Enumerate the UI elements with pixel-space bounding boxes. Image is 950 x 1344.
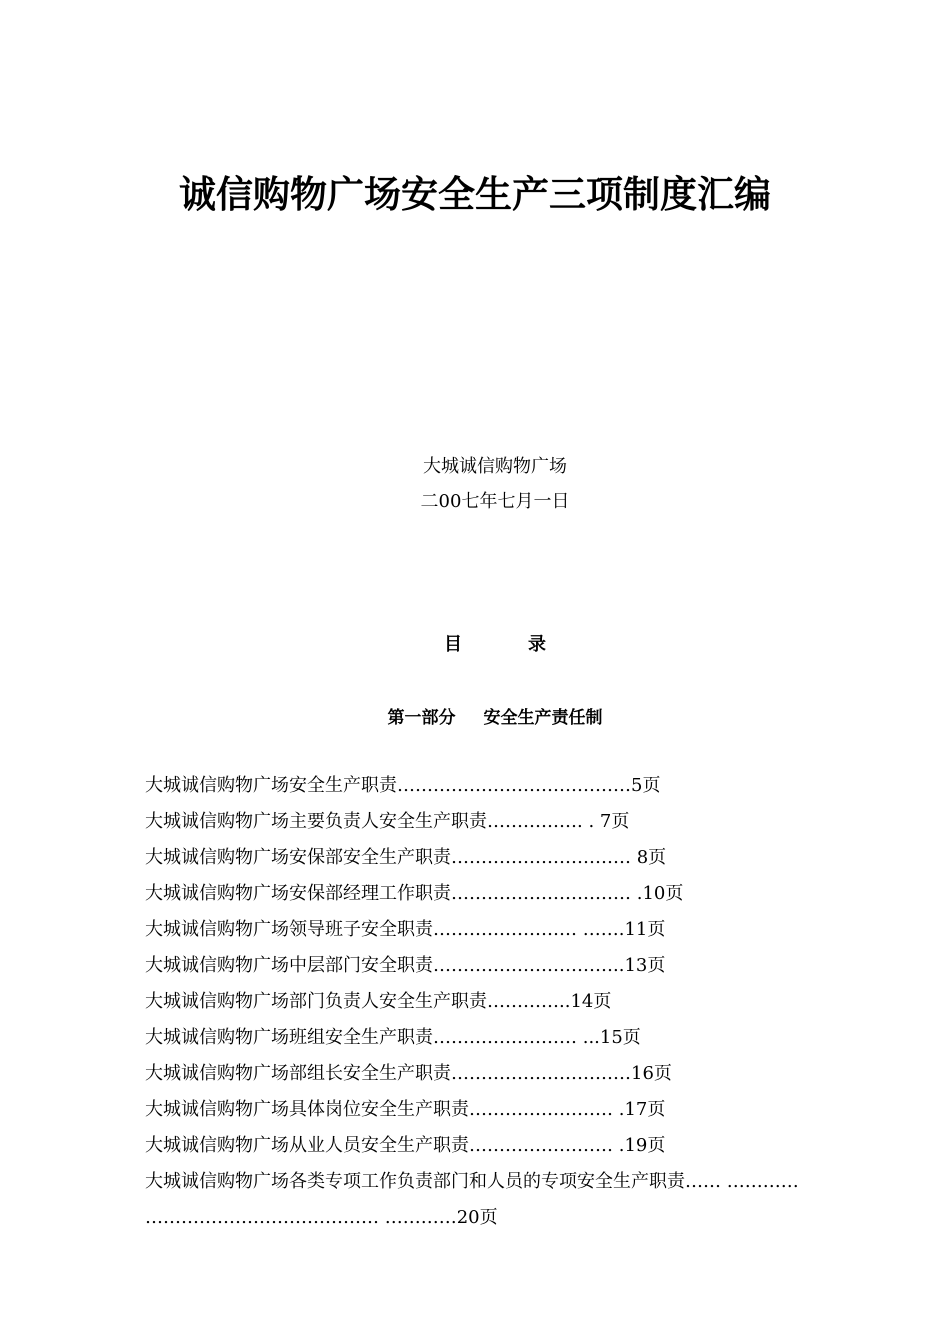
- document-date: 二00七年七月一日: [420, 491, 570, 512]
- document-title: 诚信购物广场安全生产三项制度汇编: [179, 172, 771, 216]
- toc-entry[interactable]: 大城诚信购物广场中层部门安全职责…………………………..13页: [145, 955, 666, 976]
- part-number: 第一部分: [387, 708, 456, 728]
- toc-entry[interactable]: 大城诚信购物广场安全生产职责…………………………………5页: [145, 775, 661, 796]
- toc-entry[interactable]: 大城诚信购物广场主要负责人安全生产职责……………. . 7页: [145, 811, 630, 832]
- toc-heading: [0, 630, 950, 656]
- toc-heading-left: 目: [444, 634, 462, 655]
- toc-entry[interactable]: 大城诚信购物广场安保部安全生产职责………………………… 8页: [145, 847, 667, 868]
- toc-entry[interactable]: 大城诚信购物广场各类专项工作负责部门和人员的专项安全生产职责…… …………: [145, 1171, 799, 1192]
- toc-entry-continuation[interactable]: ………………………………… …………20页: [145, 1207, 498, 1228]
- table-of-contents: [145, 768, 865, 1236]
- toc-entry[interactable]: 大城诚信购物广场领导班子安全职责…………………… …….11页: [145, 919, 666, 940]
- toc-entry[interactable]: 大城诚信购物广场部门负责人安全生产职责…………..14页: [145, 991, 612, 1012]
- toc-entry[interactable]: 大城诚信购物广场安保部经理工作职责………………………… .10页: [145, 883, 684, 904]
- toc-entry[interactable]: 大城诚信购物广场部组长安全生产职责…………………………16页: [145, 1063, 672, 1084]
- part-title: 安全生产责任制: [483, 708, 603, 728]
- organization-name: 大城诚信购物广场: [423, 456, 567, 477]
- toc-entry[interactable]: 大城诚信购物广场班组安全生产职责…………………… ...15页: [145, 1027, 641, 1048]
- toc-heading-right: 录: [528, 634, 546, 655]
- toc-entry[interactable]: 大城诚信购物广场具体岗位安全生产职责…………………… .17页: [145, 1099, 666, 1120]
- toc-entry[interactable]: 大城诚信购物广场从业人员安全生产职责…………………… .19页: [145, 1135, 666, 1156]
- part-heading: [0, 703, 950, 728]
